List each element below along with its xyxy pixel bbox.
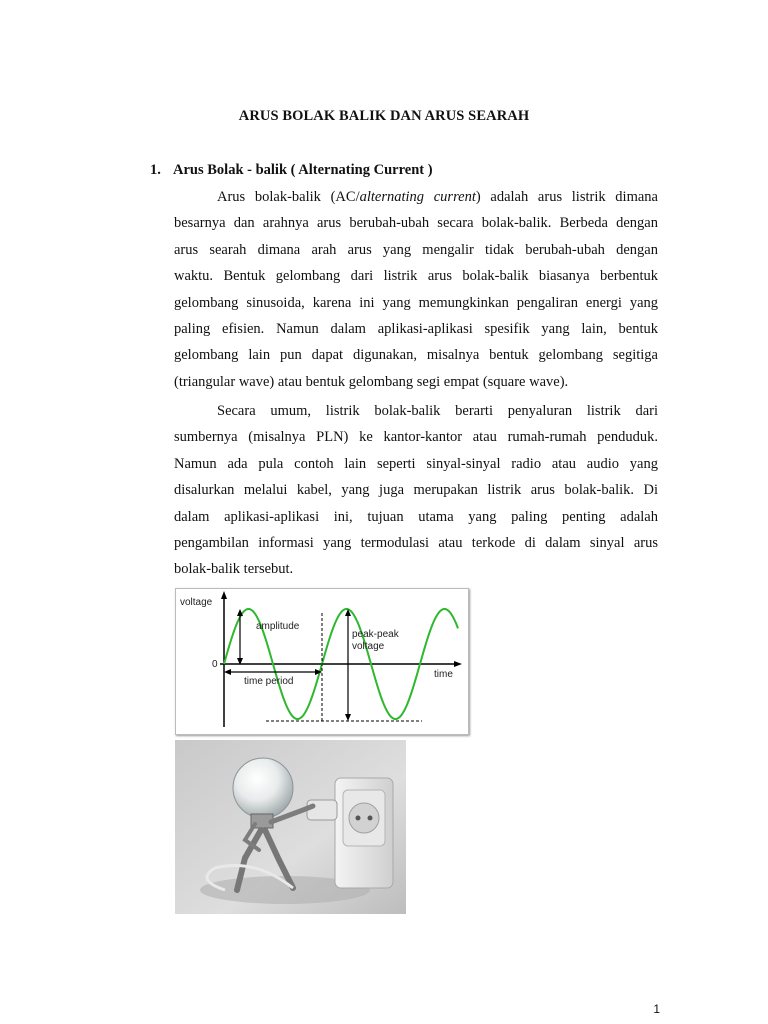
page-number: 1: [653, 1002, 660, 1016]
paragraph-line: arus searah dimana arah arus yang mengalir tidak berubah-ubah dengan: [174, 241, 658, 258]
paragraph-line: dalam aplikasi-aplikasi ini, tujuan utama yang paling penting adalah: [174, 508, 658, 525]
x-axis-label: time: [434, 669, 453, 680]
paragraph-line: Namun ada pula contoh lain seperti sinyal-sinyal radio atau audio yang: [174, 455, 658, 472]
paragraph-line: (triangular wave) atau bentuk gelombang segi empat (square wave).: [174, 373, 569, 390]
paragraph-line: sumbernya (misalnya PLN) ke kantor-kantor atau rumah-rumah penduduk.: [174, 429, 658, 446]
peak-voltage-label: voltage: [352, 641, 385, 652]
wall-socket-icon: [335, 778, 393, 888]
paragraph-line: gelombang sinusoida, karena ini yang memungkinkan pengaliran energi yang: [174, 294, 658, 311]
section-heading-text: Arus Bolak - balik ( Alternating Current ): [173, 162, 433, 178]
y-axis-label: voltage: [180, 597, 213, 608]
time-period-label: time period: [244, 676, 294, 687]
zero-label: 0: [212, 659, 218, 670]
amplitude-label: amplitude: [256, 621, 300, 632]
section-number: 1.: [150, 162, 161, 178]
robot-bulb-plug-image: [175, 740, 406, 914]
paragraph-line: bolak-balik tersebut.: [174, 561, 294, 578]
paragraph-line: pengambilan informasi yang termodulasi atau terkode di dalam sinyal arus: [174, 534, 658, 551]
document-title: ARUS BOLAK BALIK DAN ARUS SEARAH: [238, 108, 530, 124]
paragraph-line: paling efisien. Namun dalam aplikasi-aplikasi spesifik yang lain, bentuk: [174, 320, 658, 337]
peak-peak-label: peak-peak: [352, 629, 399, 640]
section-heading: [150, 162, 433, 179]
paragraph-2: [174, 398, 658, 583]
paragraph-line: Arus bolak-balik (AC/alternating current) adalah arus listrik dimana: [217, 189, 658, 205]
paragraph-1: [174, 184, 658, 395]
paragraph-line: disalurkan melalui kabel, yang juga merupakan listrik arus bolak-balik. Di: [174, 482, 658, 499]
ac-waveform-diagram: [175, 588, 469, 735]
paragraph-line: Secara umum, listrik bolak-balik berarti penyaluran listrik dari: [217, 403, 658, 419]
paragraph-line: gelombang lain pun dapat digunakan, misalnya bentuk gelombang segitiga: [174, 347, 658, 364]
paragraph-line: waktu. Bentuk gelombang dari listrik arus bolak-balik biasanya berbentuk: [174, 268, 658, 285]
paragraph-line: besarnya dan arahnya arus berubah-ubah secara bolak-balik. Berbeda dengan: [174, 215, 658, 232]
